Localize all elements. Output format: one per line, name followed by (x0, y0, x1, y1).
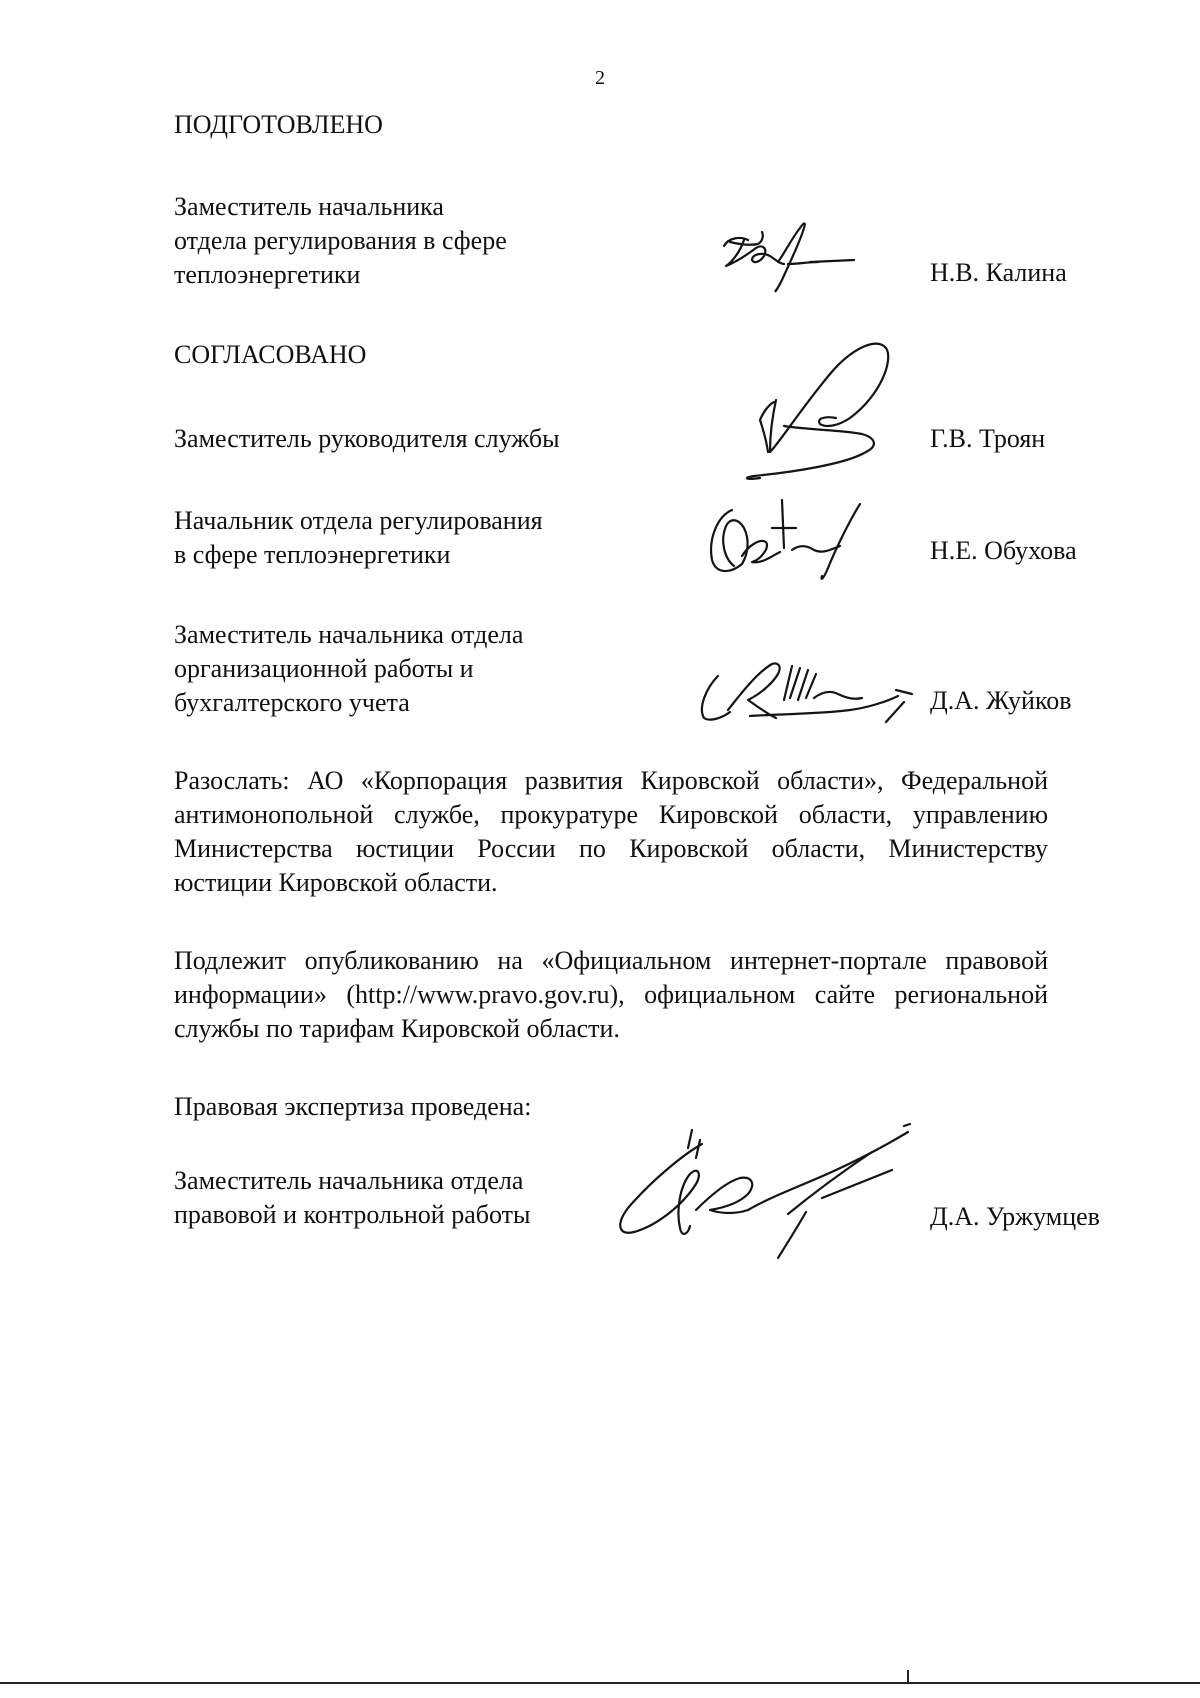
signature-troyan (700, 334, 920, 484)
bottom-rule (0, 1682, 1200, 1684)
prepared-heading: ПОДГОТОВЛЕНО (174, 110, 383, 139)
agreed-position-line: Заместитель руководителя службы (174, 424, 560, 453)
page-number: 2 (595, 67, 605, 89)
distribution-paragraph (174, 764, 1048, 900)
agreed-position-line: организационной работы и (174, 654, 474, 683)
agreed-position (174, 504, 543, 572)
distribution-line: Министерства юстиции России по Кировской области, Министерству (174, 834, 1048, 863)
distribution-line: Разослать: АО «Корпорация развития Кировской области», Федеральной (174, 766, 1048, 795)
prepared-position-line: Заместитель начальника (174, 192, 444, 221)
signature-zhuykov (690, 652, 920, 732)
publication-paragraph (174, 944, 1048, 1046)
bottom-tick (907, 1670, 909, 1684)
legal-review-position (174, 1164, 530, 1232)
publication-line: информации» (http://www.pravo.gov.ru), официальном сайте региональной (174, 980, 1048, 1009)
signature-urzhumtsev (592, 1118, 922, 1268)
signature-obukhova (700, 494, 880, 584)
agreed-position-line: бухгалтерского учета (174, 688, 410, 717)
legal-review-position-line: Заместитель начальника отдела (174, 1166, 524, 1195)
agreed-position-line: Начальник отдела регулирования (174, 506, 543, 535)
legal-review-heading: Правовая экспертиза проведена: (174, 1092, 532, 1121)
agreed-position (174, 618, 523, 720)
distribution-line: юстиции Кировской области. (174, 868, 498, 897)
prepared-name: Н.В. Калина (930, 258, 1067, 287)
prepared-position-line: отдела регулирования в сфере (174, 226, 507, 255)
prepared-position-line: теплоэнергетики (174, 260, 361, 289)
legal-review-position-line: правовой и контрольной работы (174, 1200, 531, 1229)
publication-line: Подлежит опубликованию на «Официальном интернет-портале правовой (174, 946, 1048, 975)
agreed-position-line: Заместитель начальника отдела (174, 620, 524, 649)
publication-line: службы по тарифам Кировской области. (174, 1014, 620, 1043)
agreed-name: Г.В. Троян (930, 424, 1046, 453)
prepared-position (174, 190, 507, 292)
agreed-name: Н.Е. Обухова (930, 536, 1077, 565)
agreed-position (174, 422, 560, 456)
agreed-position-line: в сфере теплоэнергетики (174, 540, 451, 569)
legal-review-name: Д.А. Уржумцев (930, 1202, 1100, 1231)
distribution-line: антимонопольной службе, прокуратуре Кировской области, управлению (174, 800, 1048, 829)
signature-kalina (718, 218, 858, 300)
agreed-name: Д.А. Жуйков (930, 686, 1072, 715)
agreed-heading: СОГЛАСОВАНО (174, 340, 367, 369)
